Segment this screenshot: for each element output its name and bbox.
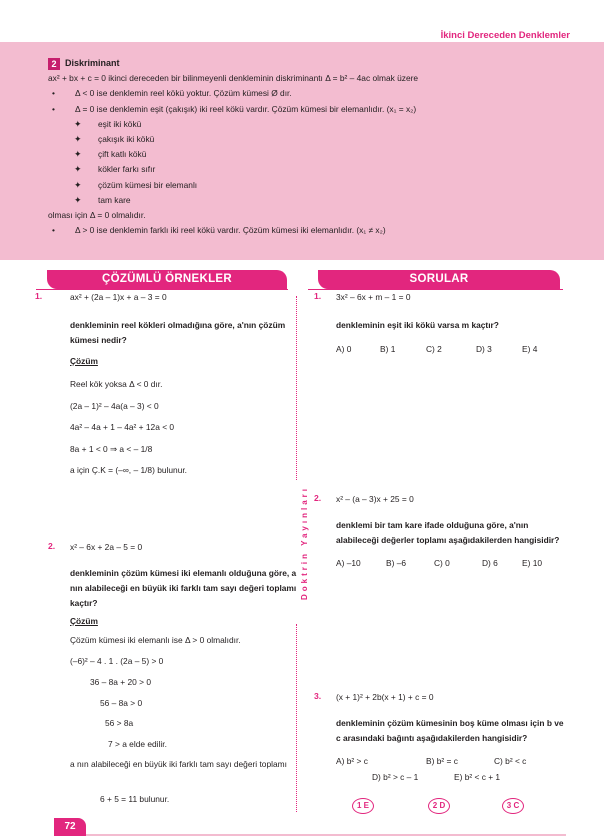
question-text: denkleminin çözüm kümesinin boş küme olması için b ve c arasındaki bağıntı aşağıdakilerden hangisidir?	[336, 718, 564, 743]
section-title: Diskriminant	[65, 58, 120, 68]
answer-option[interactable]: B) 1	[380, 344, 396, 354]
star-bullet-icon: ✦	[74, 164, 82, 175]
theory-sub-item: çift katlı kökü	[98, 149, 147, 160]
star-bullet-icon: ✦	[74, 179, 82, 190]
solution-step: 7 > a elde edilir.	[108, 739, 167, 749]
solution-step: a nın alabileceği en büyük iki farklı tam sayı değeri toplamı	[70, 759, 287, 769]
solution-step: 56 – 8a > 0	[100, 698, 143, 708]
theory-sub-item: kökler farkı sıfır	[98, 164, 156, 175]
question-number: 2.	[314, 493, 322, 503]
question-equation: 3x² – 6x + m – 1 = 0	[336, 292, 411, 302]
solution-step: 4a² – 4a + 1 – 4a² + 12a < 0	[70, 422, 175, 432]
example-equation: ax² + (2a – 1)x + a – 3 = 0	[70, 292, 167, 302]
theory-bullet-1: Δ < 0 ise denklemin reel kökü yoktur. Çözüm kümesi Ø dır.	[75, 88, 292, 99]
answer-option[interactable]: B) –6	[386, 558, 407, 568]
theory-bullet-3: Δ > 0 ise denklemin farklı iki reel kökü vardır. Çözüm kümesi iki elemanlıdır. (x₁ ≠ x₂)	[75, 225, 386, 236]
question-text: denkleminin eşit iki kökü varsa m kaçtır?	[336, 320, 499, 330]
answer-option[interactable]: A) 0	[336, 344, 352, 354]
solution-step: 56 > 8a	[105, 718, 134, 728]
question-number: 3.	[314, 691, 322, 701]
star-bullet-icon: ✦	[74, 194, 82, 205]
question-equation: (x + 1)² + 2b(x + 1) + c = 0	[336, 692, 434, 702]
answer-option[interactable]: D) 3	[476, 344, 492, 354]
page-number: 72	[54, 818, 86, 836]
theory-sub-item: çözüm kümesi bir elemanlı	[98, 179, 198, 190]
solution-step: (–6)² – 4 . 1 . (2a – 5) > 0	[70, 656, 164, 666]
answer-option[interactable]: C) b² < c	[494, 756, 527, 766]
answer-option[interactable]: C) 0	[434, 558, 450, 568]
bullet-icon: •	[52, 103, 55, 114]
solution-step: (2a – 1)² – 4a(a – 3) < 0	[70, 400, 159, 411]
solution-label: Çözüm	[70, 616, 98, 626]
answer-key-item: 3 C	[502, 798, 524, 814]
example-equation: x² – 6x + 2a – 5 = 0	[70, 542, 143, 552]
answer-key	[352, 798, 542, 818]
answer-option[interactable]: E) b² < c + 1	[454, 772, 501, 782]
theory-sub-item: eşit iki kökü	[98, 118, 142, 129]
answer-option[interactable]: A) –10	[336, 558, 361, 568]
footer-rule	[86, 834, 566, 836]
answer-option[interactable]: E) 4	[522, 344, 538, 354]
answer-option[interactable]: D) 6	[482, 558, 498, 568]
example-number: 1.	[35, 291, 43, 301]
example-number: 2.	[48, 541, 56, 551]
publisher-brand: Doktrin Yayınları	[300, 486, 309, 600]
section-number-badge: 2	[48, 58, 60, 70]
question-text: denklemi bir tam kare ifade olduğuna göre, a'nın alabileceği değerler toplamı aşağıdakilerden hangisidir?	[336, 520, 560, 545]
column-divider	[296, 624, 297, 812]
theory-box	[0, 42, 604, 260]
page-header-title: İkinci Dereceden Denklemler	[440, 30, 570, 41]
theory-sub-item: çakışık iki kökü	[98, 134, 155, 145]
bullet-icon: •	[52, 88, 55, 99]
solution-step: a için Ç.K = (–∞, – 1/8) bulunur.	[70, 465, 187, 475]
questions-heading: SORULAR	[318, 270, 560, 289]
solution-step: 8a + 1 < 0 ⇒ a < – 1/8	[70, 443, 153, 454]
solved-examples-heading: ÇÖZÜMLÜ ÖRNEKLER	[47, 270, 287, 289]
theory-bullet-2: Δ = 0 ise denklemin eşit (çakışık) iki reel kökü vardır. Çözüm kümesi bir elemanlıdır. (x₁ = x₂)	[75, 103, 417, 114]
star-bullet-icon: ✦	[74, 149, 82, 160]
example-question: denkleminin çözüm kümesi iki elemanlı olduğuna göre, a nın alabileceği en büyük iki farklı tam sayı değeri toplamı kaçtır?	[70, 568, 297, 608]
solution-step: Reel kök yoksa Δ < 0 dır.	[70, 379, 163, 389]
star-bullet-icon: ✦	[74, 118, 82, 129]
theory-intro: ax² + bx + c = 0 ikinci dereceden bir bilinmeyenli denkleminin diskriminantı Δ = b² – 4ac olmak üzere	[48, 73, 419, 84]
answer-key-item: 1 E	[352, 798, 374, 814]
answer-key-item: 2 D	[428, 798, 450, 814]
solution-step: 6 + 5 = 11 bulunur.	[100, 794, 170, 804]
answer-option[interactable]: D) b² > c – 1	[372, 772, 419, 782]
example-question: denkleminin reel kökleri olmadığına göre, a'nın çözüm kümesi nedir?	[70, 320, 286, 345]
theory-sub-item: tam kare	[98, 194, 131, 205]
answer-option[interactable]: E) 10	[522, 558, 543, 568]
solution-label: Çözüm	[70, 356, 98, 366]
answer-option[interactable]: C) 2	[426, 344, 442, 354]
star-bullet-icon: ✦	[74, 134, 82, 145]
question-equation: x² – (a – 3)x + 25 = 0	[336, 494, 414, 504]
question-number: 1.	[314, 291, 322, 301]
solution-step: 36 – 8a + 20 > 0	[90, 677, 152, 687]
bullet-icon: •	[52, 225, 55, 236]
theory-note: olması için Δ = 0 olmalıdır.	[48, 210, 146, 221]
answer-option[interactable]: B) b² = c	[426, 756, 458, 766]
solution-step: Çözüm kümesi iki elemanlı ise Δ > 0 olmalıdır.	[70, 635, 241, 645]
answer-option[interactable]: A) b² > c	[336, 756, 368, 766]
